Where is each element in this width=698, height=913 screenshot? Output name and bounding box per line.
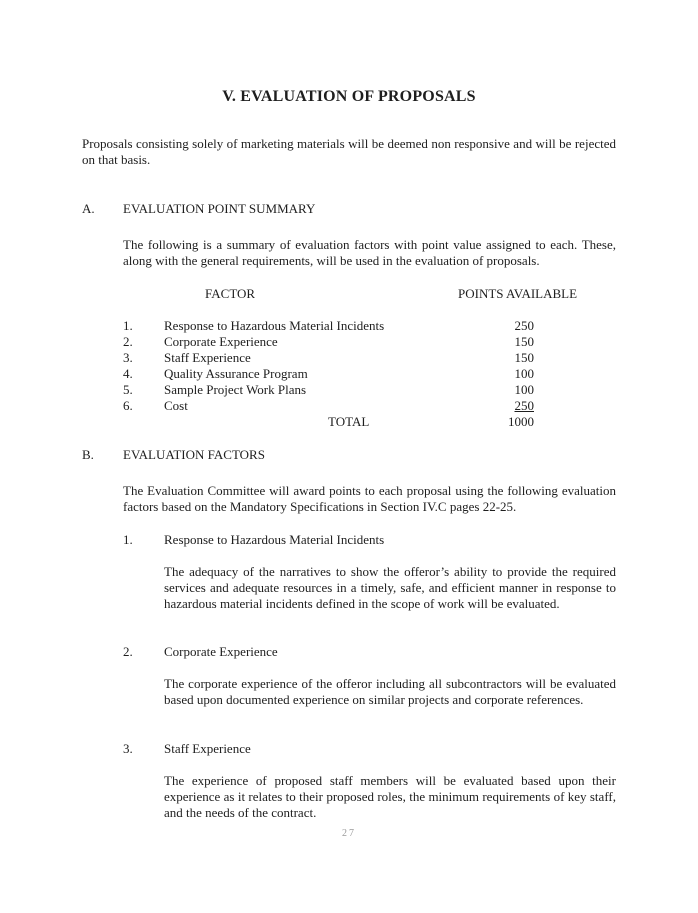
total-value: 1000: [508, 414, 534, 429]
section-a-letter: A.: [82, 201, 95, 216]
item-heading: Corporate Experience: [164, 644, 278, 659]
row-points: 150: [514, 350, 534, 365]
item-text: The corporate experience of the offeror including all subcontractors will be evaluated based upon documented experience on similar projects and corporate references.: [164, 676, 616, 708]
table-header-points: POINTS AVAILABLE: [458, 286, 578, 301]
row-number: 6.: [123, 398, 133, 413]
row-points: 100: [514, 366, 534, 381]
item-text: The experience of proposed staff members will be evaluated based upon their experience as it relates to their proposed roles, the minimum requirements of key staff, and the needs of the contract.: [164, 773, 616, 821]
row-factor: Quality Assurance Program: [164, 366, 308, 381]
page-title: V. EVALUATION OF PROPOSALS: [222, 88, 476, 105]
row-points: [474, 398, 534, 414]
row-factor: Staff Experience: [164, 350, 251, 365]
row-points: 100: [514, 382, 534, 397]
row-number: 2.: [123, 334, 133, 349]
row-number: 5.: [123, 382, 133, 397]
row-number: 1.: [123, 318, 133, 333]
row-factor: Response to Hazardous Material Incidents: [164, 318, 385, 333]
section-b-heading: EVALUATION FACTORS: [123, 447, 265, 462]
row-points-underlined: 250: [514, 398, 534, 413]
item-number: 3.: [123, 741, 133, 756]
section-b-letter: B.: [82, 447, 94, 462]
row-number: 3.: [123, 350, 133, 365]
item-heading: Response to Hazardous Material Incidents: [164, 532, 385, 547]
intro-paragraph: Proposals consisting solely of marketing materials will be deemed non responsive and will be rejected on that basis.: [82, 136, 616, 168]
item-number: 1.: [123, 532, 133, 547]
row-factor: Cost: [164, 398, 188, 413]
row-factor: Sample Project Work Plans: [164, 382, 307, 397]
section-b-paragraph: The Evaluation Committee will award points to each proposal using the following evaluation factors based on the Mandatory Specifications in Section IV.C pages 22-25.: [123, 483, 616, 515]
row-number: 4.: [123, 366, 133, 381]
section-a-paragraph: The following is a summary of evaluation factors with point value assigned to each. These, along with the general requirements, will be used in the evaluation of proposals.: [123, 237, 616, 269]
row-factor: Corporate Experience: [164, 334, 278, 349]
row-points: 250: [514, 318, 534, 333]
item-number: 2.: [123, 644, 133, 659]
table-header-factor: FACTOR: [205, 286, 256, 301]
row-points: 150: [514, 334, 534, 349]
section-a-heading: EVALUATION POINT SUMMARY: [123, 201, 316, 216]
item-heading: Staff Experience: [164, 741, 251, 756]
page-number: 27: [342, 828, 356, 839]
total-label: TOTAL: [328, 414, 370, 429]
item-text: The adequacy of the narratives to show the offeror’s ability to provide the required services and adequate resources in a timely, safe, and efficient manner in response to hazardous material incidents defined in the scope of work will be evaluated.: [164, 564, 616, 612]
